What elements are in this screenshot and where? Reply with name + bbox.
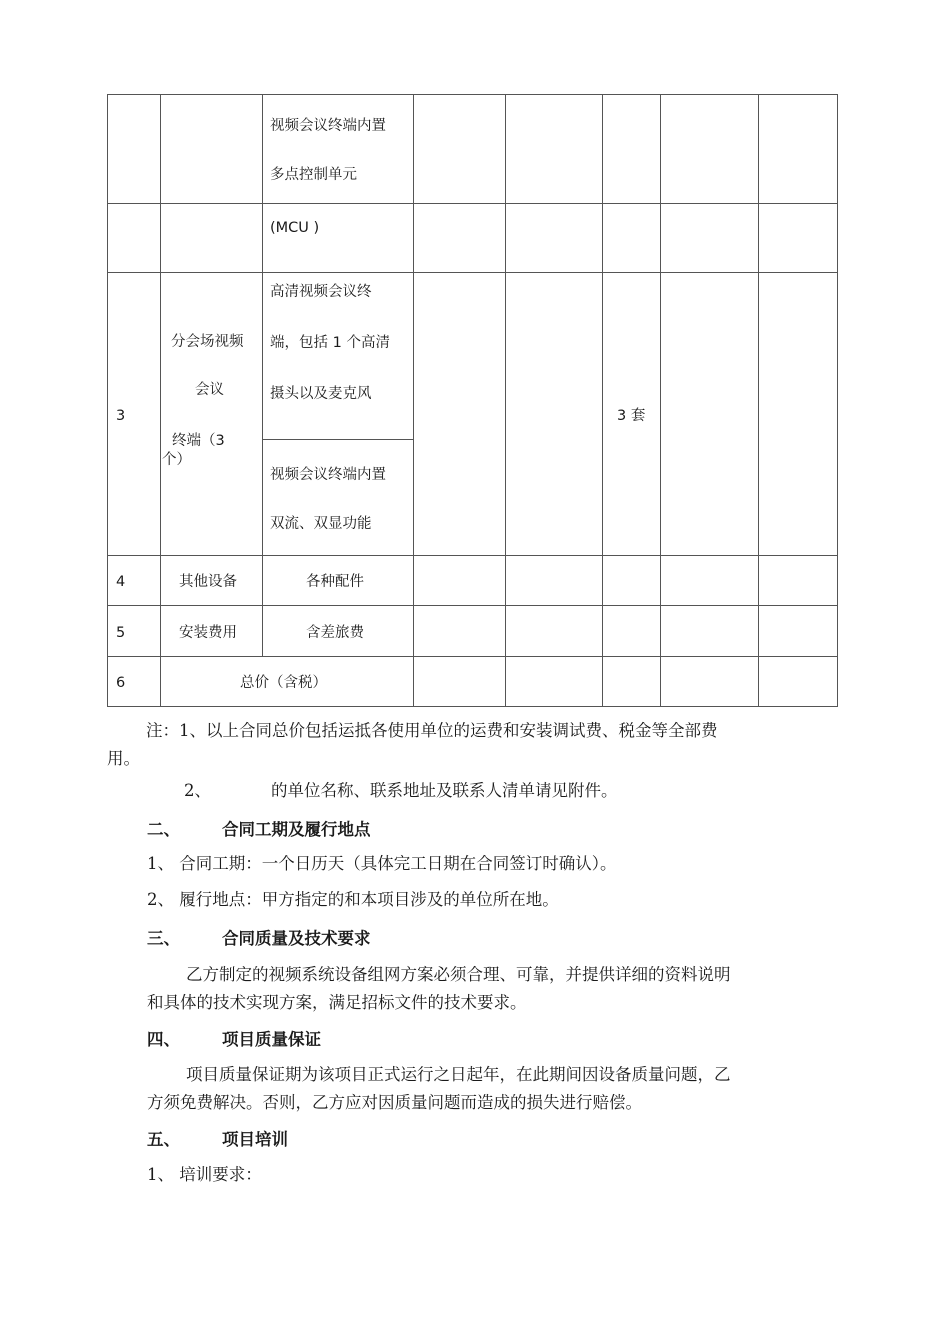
table-cell-item: 视频会议终端内置 [270,118,386,134]
section-4-para-line-1: 项目质量保证期为该项目正式运行之日起年，在此期间因设备质量问题，乙 [186,1065,731,1084]
note-line-2-number: 2、 [184,781,211,800]
section-3-title: 合同质量及技术要求 [222,929,371,948]
table-row-divider [107,555,838,556]
table-cell-number: 3 [116,408,126,424]
note-line-2-text: 的单位名称、联系地址及联系人清单请见附件。 [271,781,618,800]
table-cell-number: 4 [116,574,126,590]
table-cell-item: 高清视频会议终 [270,284,372,300]
table-subrow-divider [262,439,413,440]
table-row-divider [107,605,838,606]
section-4-title: 项目质量保证 [222,1030,321,1049]
table-col-divider [505,94,506,707]
table-col-divider [660,94,661,707]
section-5-item-1: 1、 培训要求： [147,1165,262,1184]
table-cell-item: 端，包括 1 个高清 [270,335,390,351]
table-border-bottom [107,706,838,707]
section-2-item-2: 2、 履行地点：甲方指定的和本项目涉及的单位所在地。 [147,890,559,909]
table-cell-item: 含差旅费 [306,625,364,641]
section-2-title: 合同工期及履行地点 [222,820,371,839]
section-4-number: 四、 [147,1030,180,1049]
table-row-divider [107,203,838,204]
table-cell-name: 个） [162,452,191,468]
table-cell-item: 双流、双显功能 [270,516,372,532]
table-cell-item: 多点控制单元 [270,167,357,183]
table-cell-name: 分会场视频 [171,334,244,350]
section-2-item-1: 1、 合同工期：一个日历天（具体完工日期在合同签订时确认）。 [147,854,617,873]
table-col-divider [413,94,414,707]
table-row-divider [107,656,838,657]
note-line-1: 注：1、以上合同总价包括运抵各使用单位的运费和安装调试费、税金等全部费 [146,721,718,740]
table-cell-name: 其他设备 [179,574,237,590]
table-cell-item: 摄头以及麦克风 [270,386,372,402]
table-col-divider [758,94,759,707]
section-5-title: 项目培训 [222,1130,288,1149]
section-2-number: 二、 [147,820,180,839]
table-cell-total-label: 总价（含税） [240,675,327,691]
note-line-1-cont: 用。 [107,749,140,768]
table-col-divider [602,94,603,707]
table-col-divider [160,94,161,707]
section-3-para-line-1: 乙方制定的视频系统设备组网方案必须合理、可靠，并提供详细的资料说明 [186,965,731,984]
table-cell-name: 安装费用 [179,625,237,641]
section-3-para-line-2: 和具体的技术实现方案，满足招标文件的技术要求。 [147,993,527,1012]
table-cell-item: 各种配件 [306,574,364,590]
table-cell-item: 视频会议终端内置 [270,467,386,483]
equipment-table [107,94,838,707]
section-5-number: 五、 [147,1130,180,1149]
table-row-divider [107,272,838,273]
table-border-top [107,94,838,95]
table-cell-quantity: 3 套 [617,408,646,424]
table-border-left [107,94,108,707]
section-3-number: 三、 [147,929,180,948]
table-col-divider [262,94,263,656]
table-border-right [837,94,838,707]
table-cell-number: 6 [116,675,126,691]
table-cell-item: (MCU ) [270,220,320,236]
table-cell-name: 会议 [195,382,224,398]
table-cell-name: 终端（3 [172,433,225,449]
table-cell-number: 5 [116,625,126,641]
section-4-para-line-2: 方须免费解决。否则，乙方应对因质量问题而造成的损失进行赔偿。 [147,1093,642,1112]
